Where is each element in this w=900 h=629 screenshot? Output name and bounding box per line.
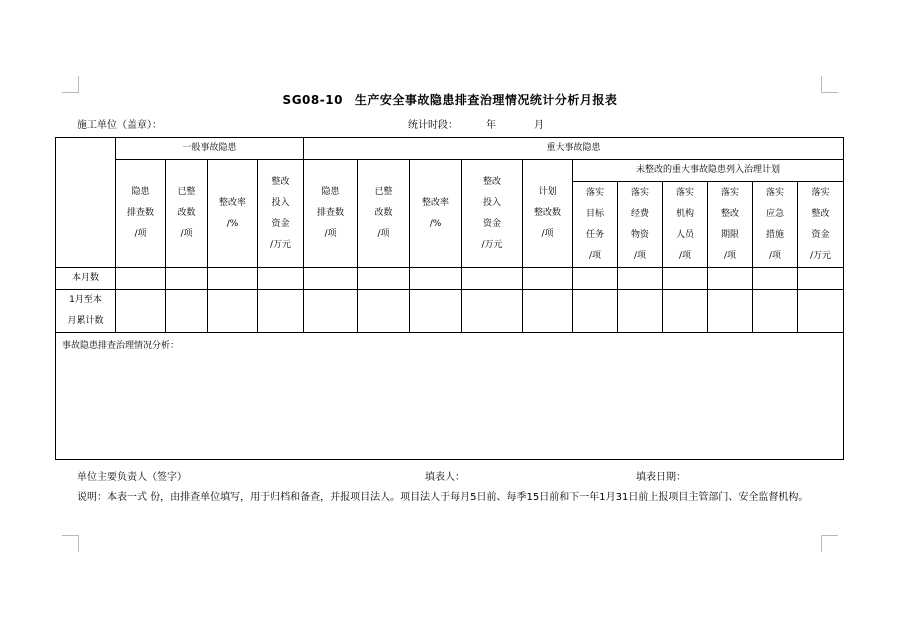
cell-input[interactable] <box>116 290 166 333</box>
cell-input[interactable] <box>708 290 753 333</box>
row-label-this-month: 本月数 <box>56 268 116 290</box>
group-major-hazards: 重大事故隐患 <box>304 138 844 160</box>
crop-mark-bottom-left <box>62 535 79 552</box>
cell-input[interactable] <box>573 268 618 290</box>
cell-input[interactable] <box>798 290 844 333</box>
cell-input[interactable] <box>358 290 410 333</box>
filler-field: 填表人： <box>425 472 465 483</box>
header-major-funds: 整改 投入 资金 /万元 <box>462 160 523 268</box>
header-general-rate: 整改率 /% <box>208 160 258 268</box>
period-label: 统计时段： <box>408 120 458 131</box>
cell-input[interactable] <box>618 268 663 290</box>
group-general-hazards: 一般事故隐患 <box>116 138 304 160</box>
header-general-screened: 隐患 排查数 /项 <box>116 160 166 268</box>
header-plan-organization: 落实 机构 人员 /项 <box>663 182 708 268</box>
header-major-planned: 计划 整改数 /项 <box>523 160 573 268</box>
cell-input[interactable] <box>208 268 258 290</box>
report-code: SG08-10 <box>282 93 343 107</box>
header-plan-deadline: 落实 整改 期限 /项 <box>708 182 753 268</box>
cell-input[interactable] <box>410 268 462 290</box>
cell-input[interactable] <box>462 268 523 290</box>
row-label-cumulative: 1月至本 月累计数 <box>56 290 116 333</box>
header-plan-target: 落实 目标 任务 /项 <box>573 182 618 268</box>
year-label: 年 <box>486 120 496 131</box>
header-major-rectified: 已整 改数 /项 <box>358 160 410 268</box>
cell-input[interactable] <box>304 290 358 333</box>
crop-mark-bottom-right <box>821 535 838 552</box>
cell-input[interactable] <box>523 268 573 290</box>
cell-input[interactable] <box>798 268 844 290</box>
cell-input[interactable] <box>708 268 753 290</box>
cell-input[interactable] <box>208 290 258 333</box>
cell-input[interactable] <box>410 290 462 333</box>
cell-input[interactable] <box>258 268 304 290</box>
header-general-rectified: 已整 改数 /项 <box>166 160 208 268</box>
cell-input[interactable] <box>166 268 208 290</box>
statistics-period-field <box>408 116 544 131</box>
cell-input[interactable] <box>304 268 358 290</box>
cell-input[interactable] <box>358 268 410 290</box>
principal-signature-field: 单位主要负责人（签字） <box>77 472 187 483</box>
header-major-rate: 整改率 /% <box>410 160 462 268</box>
cell-input[interactable] <box>116 268 166 290</box>
cell-input[interactable] <box>523 290 573 333</box>
report-title-text: 生产安全事故隐患排查治理情况统计分析月报表 <box>354 93 618 107</box>
cell-input[interactable] <box>663 290 708 333</box>
cell-input[interactable] <box>573 290 618 333</box>
header-general-funds: 整改 投入 资金 /万元 <box>258 160 304 268</box>
header-major-screened: 隐患 排查数 /项 <box>304 160 358 268</box>
explanatory-note: 说明：本表一式 份，由排查单位填写，用于归档和备查，并报项目法人。项目法人于每月5日前、每季15日前和下一年1月31日前上报项目主管部门、安全监督机构。 <box>77 492 809 503</box>
month-label: 月 <box>534 120 544 131</box>
corner-cell <box>56 138 116 268</box>
cell-input[interactable] <box>753 290 798 333</box>
table-row <box>56 290 844 333</box>
table-row <box>56 268 844 290</box>
cell-input[interactable] <box>753 268 798 290</box>
group-treatment-plan: 未整改的重大事故隐患列入治理计划 <box>573 160 844 182</box>
cell-input[interactable] <box>618 290 663 333</box>
header-plan-emergency: 落实 应急 措施 /项 <box>753 182 798 268</box>
analysis-field[interactable] <box>56 333 844 460</box>
report-title <box>0 91 900 108</box>
fill-date-field: 填表日期： <box>636 472 686 483</box>
header-plan-capital: 落实 整改 资金 /万元 <box>798 182 844 268</box>
cell-input[interactable] <box>462 290 523 333</box>
cell-input[interactable] <box>166 290 208 333</box>
header-plan-funds-materials: 落实 经费 物资 /项 <box>618 182 663 268</box>
report-table <box>55 137 844 460</box>
cell-input[interactable] <box>663 268 708 290</box>
cell-input[interactable] <box>258 290 304 333</box>
analysis-label: 事故隐患排查治理情况分析： <box>62 341 180 351</box>
construction-unit-field: 施工单位（盖章）： <box>77 120 162 131</box>
